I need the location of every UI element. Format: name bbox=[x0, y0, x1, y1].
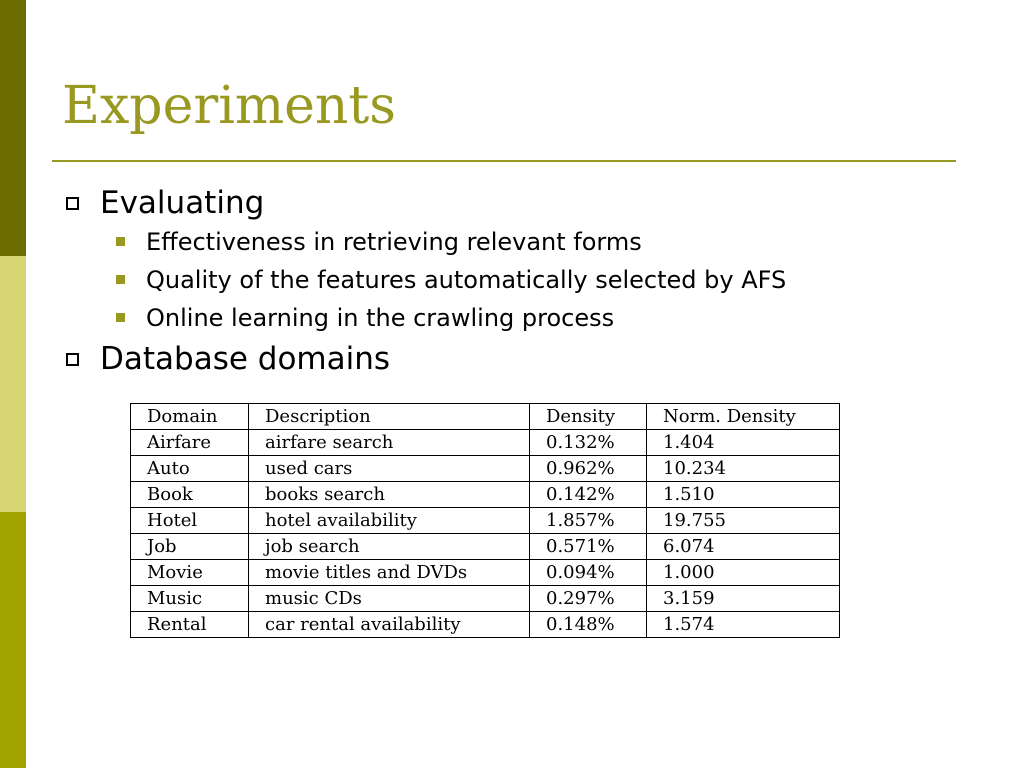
cell-description: airfare search bbox=[249, 430, 530, 456]
square-bullet-icon bbox=[116, 313, 125, 322]
column-header-density: Density bbox=[530, 404, 647, 430]
cell-norm-density: 1.510 bbox=[647, 482, 840, 508]
sub-bullet bbox=[62, 223, 962, 261]
column-header-description: Description bbox=[249, 404, 530, 430]
cell-density: 0.132% bbox=[530, 430, 647, 456]
hollow-square-bullet-icon bbox=[66, 197, 79, 210]
cell-norm-density: 10.234 bbox=[647, 456, 840, 482]
table-row bbox=[131, 508, 840, 534]
cell-density: 0.094% bbox=[530, 560, 647, 586]
cell-domain: Movie bbox=[131, 560, 249, 586]
table-row bbox=[131, 560, 840, 586]
sidebar-stripe-bottom bbox=[0, 512, 26, 768]
cell-norm-density: 19.755 bbox=[647, 508, 840, 534]
table-row bbox=[131, 456, 840, 482]
cell-domain: Auto bbox=[131, 456, 249, 482]
cell-description: music CDs bbox=[249, 586, 530, 612]
table-header-row bbox=[131, 404, 840, 430]
cell-description: movie titles and DVDs bbox=[249, 560, 530, 586]
sub-bullet-text: Effectiveness in retrieving relevant forms bbox=[146, 228, 642, 256]
sub-bullet-text: Online learning in the crawling process bbox=[146, 304, 615, 332]
sidebar-stripe-top bbox=[0, 0, 26, 256]
cell-density: 1.857% bbox=[530, 508, 647, 534]
table-row bbox=[131, 534, 840, 560]
cell-description: job search bbox=[249, 534, 530, 560]
square-bullet-icon bbox=[116, 275, 125, 284]
domains-table bbox=[130, 403, 840, 638]
cell-norm-density: 1.574 bbox=[647, 612, 840, 638]
title-divider bbox=[52, 160, 956, 162]
square-bullet-icon bbox=[116, 237, 125, 246]
column-header-norm-density: Norm. Density bbox=[647, 404, 840, 430]
cell-norm-density: 1.000 bbox=[647, 560, 840, 586]
cell-density: 0.571% bbox=[530, 534, 647, 560]
table-row bbox=[131, 586, 840, 612]
bullet-list bbox=[62, 183, 962, 379]
bullet-text: Evaluating bbox=[100, 185, 265, 221]
cell-density: 0.142% bbox=[530, 482, 647, 508]
sub-bullet-text: Quality of the features automatically selected by AFS bbox=[146, 266, 787, 294]
bullet-database-domains bbox=[62, 339, 962, 379]
cell-description: used cars bbox=[249, 456, 530, 482]
bullet-text: Database domains bbox=[100, 341, 391, 377]
hollow-square-bullet-icon bbox=[66, 353, 79, 366]
cell-norm-density: 6.074 bbox=[647, 534, 840, 560]
sub-bullet bbox=[62, 299, 962, 337]
table-row bbox=[131, 612, 840, 638]
cell-domain: Music bbox=[131, 586, 249, 612]
cell-domain: Job bbox=[131, 534, 249, 560]
cell-domain: Book bbox=[131, 482, 249, 508]
cell-domain: Hotel bbox=[131, 508, 249, 534]
bullet-evaluating bbox=[62, 183, 962, 223]
cell-description: books search bbox=[249, 482, 530, 508]
cell-norm-density: 1.404 bbox=[647, 430, 840, 456]
slide-title: Experiments bbox=[62, 76, 396, 136]
sidebar-stripe-middle bbox=[0, 256, 26, 512]
cell-description: car rental availability bbox=[249, 612, 530, 638]
cell-description: hotel availability bbox=[249, 508, 530, 534]
table-row bbox=[131, 430, 840, 456]
cell-density: 0.297% bbox=[530, 586, 647, 612]
cell-norm-density: 3.159 bbox=[647, 586, 840, 612]
cell-density: 0.148% bbox=[530, 612, 647, 638]
cell-domain: Airfare bbox=[131, 430, 249, 456]
column-header-domain: Domain bbox=[131, 404, 249, 430]
sub-bullet bbox=[62, 261, 962, 299]
cell-density: 0.962% bbox=[530, 456, 647, 482]
cell-domain: Rental bbox=[131, 612, 249, 638]
table-row bbox=[131, 482, 840, 508]
